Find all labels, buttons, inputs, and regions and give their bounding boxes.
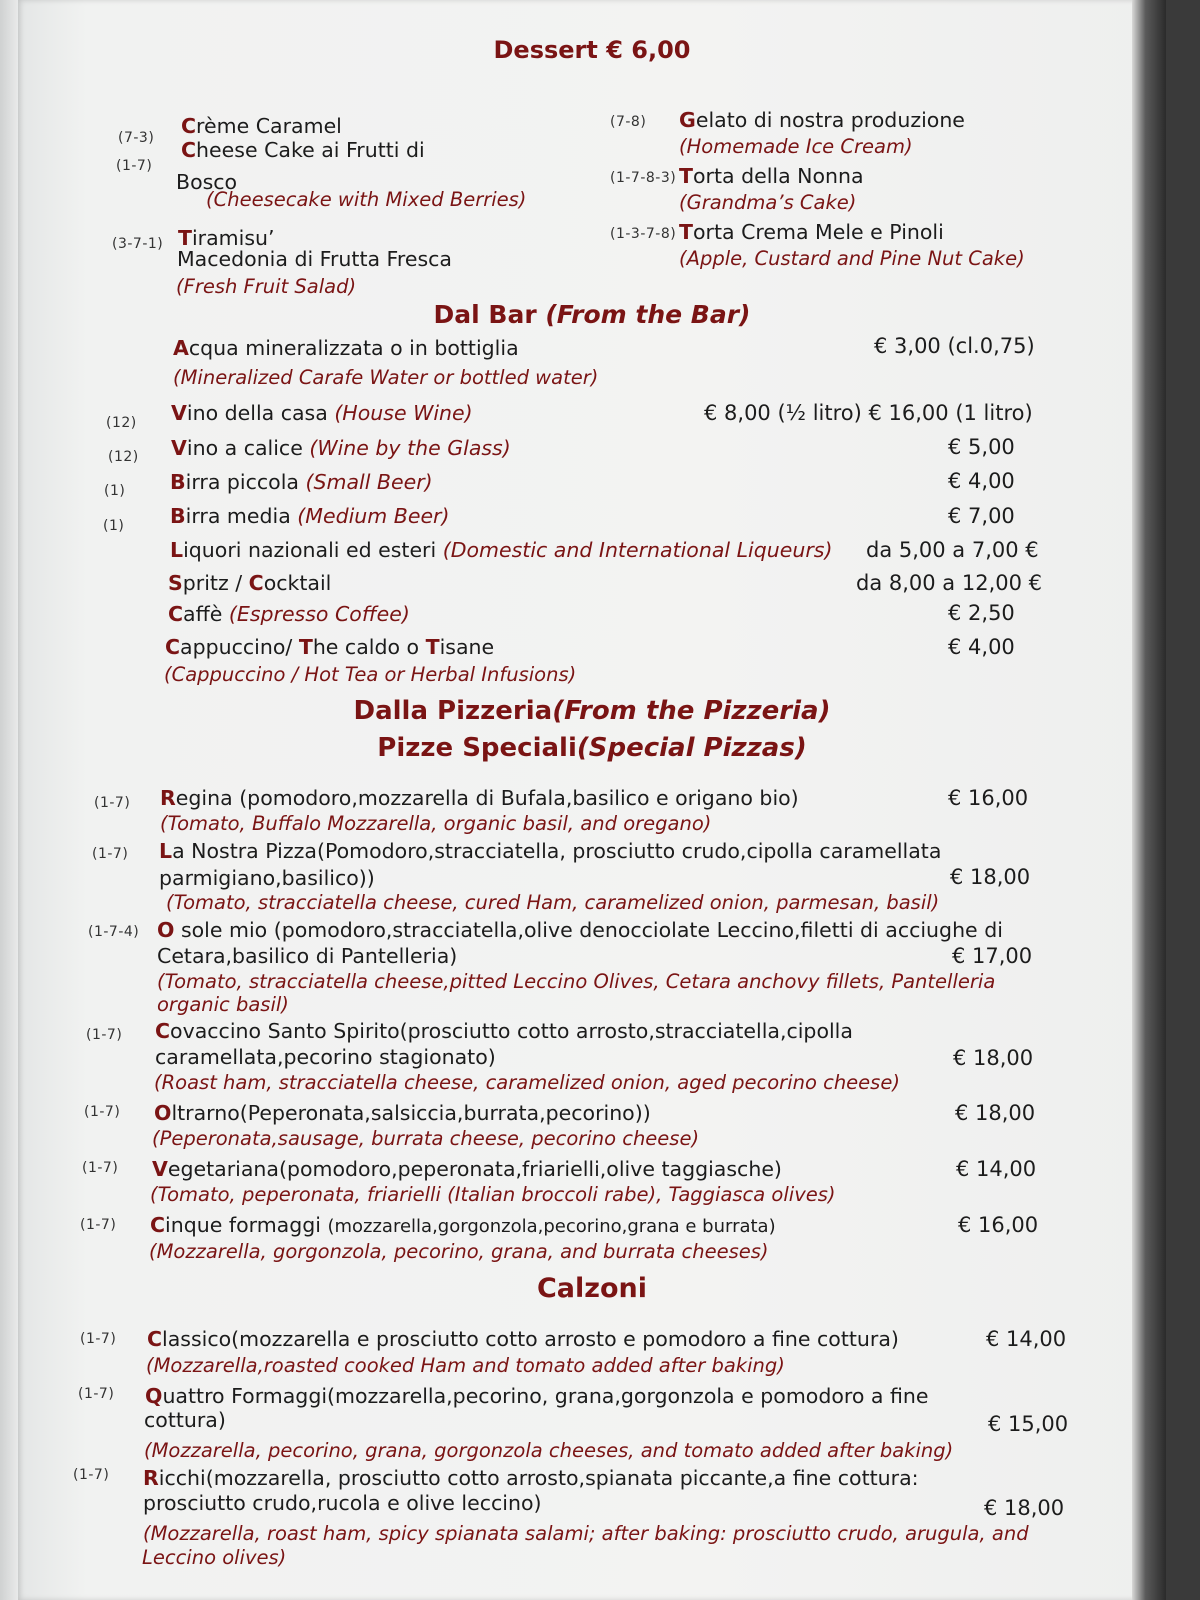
bar-item-price: € 4,00 bbox=[948, 635, 1015, 659]
allergen-code: (1-7) bbox=[82, 1160, 119, 1176]
bar-item-name: Spritz / Cocktail bbox=[168, 571, 332, 595]
calzone-en-line2: Leccino olives) bbox=[142, 1546, 287, 1569]
pizza-price: € 16,00 bbox=[958, 1213, 1039, 1237]
calzone-price: € 18,00 bbox=[984, 1496, 1065, 1520]
calzone-price: € 15,00 bbox=[988, 1412, 1069, 1436]
allergen-code: (1-7) bbox=[92, 846, 129, 862]
allergen-code: (7-3) bbox=[118, 130, 155, 146]
pizza-en: (Tomato, stracciatella cheese,pitted Leccino Olives, Cetara anchovy fillets, Pantelleria bbox=[157, 970, 996, 993]
allergen-code: (1-7) bbox=[116, 158, 153, 174]
bar-item-name: Vino della casa (House Wine) bbox=[171, 401, 473, 425]
allergen-code: (1-7) bbox=[73, 1467, 110, 1483]
pizza-price: € 16,00 bbox=[948, 786, 1029, 810]
pizza-name-line2: Cetara,basilico di Pantelleria) bbox=[157, 944, 458, 968]
bar-item-name: Birra piccola (Small Beer) bbox=[170, 470, 433, 494]
calzone-name-line2: prosciutto crudo,rucola e olive leccino) bbox=[143, 1491, 542, 1515]
pizza-en: (Roast ham, stracciatella cheese, caramelized onion, aged pecorino cheese) bbox=[154, 1071, 900, 1094]
bar-item-price: € 2,50 bbox=[948, 601, 1015, 625]
allergen-code: (1-7) bbox=[80, 1217, 117, 1233]
pizza-en: (Tomato, stracciatella cheese, cured Ham, caramelized onion, parmesan, basil) bbox=[166, 891, 940, 914]
pizza-name: Cinque formaggi (mozzarella,gorgonzola,pecorino,grana e burrata) bbox=[150, 1213, 776, 1237]
allergen-code: (1-7-8-3) bbox=[610, 170, 677, 186]
allergen-code: (12) bbox=[108, 449, 139, 465]
pizza-price: € 14,00 bbox=[956, 1157, 1037, 1181]
allergen-code: (1-3-7-8) bbox=[610, 226, 677, 242]
bar-item-name: Cappuccino/ The caldo o Tisane bbox=[165, 635, 495, 659]
page-edge bbox=[0, 0, 18, 1600]
pizza-name: Vegetariana(pomodoro,peperonata,friarielli,olive taggiasche) bbox=[152, 1157, 782, 1181]
pizza-name: La Nostra Pizza(Pomodoro,stracciatella, prosciutto crudo,cipolla caramellata bbox=[159, 839, 942, 863]
bar-title bbox=[18, 300, 1166, 329]
bar-item-price: da 8,00 a 12,00 € bbox=[856, 571, 1043, 595]
speciali-title bbox=[18, 733, 1166, 763]
calzone-en: (Mozzarella, roast ham, spicy spianata salami; after baking: prosciutto crudo, arugula, and bbox=[143, 1522, 1029, 1545]
calzone-name: Quattro Formaggi(mozzarella,pecorino, grana,gorgonzola e pomodoro a fine bbox=[145, 1384, 929, 1408]
bar-item-name: Vino a calice (Wine by the Glass) bbox=[171, 436, 511, 460]
dessert-en: (Fresh Fruit Salad) bbox=[176, 275, 357, 298]
dessert-name: Gelato di nostra produzione bbox=[679, 108, 965, 132]
pizza-name: O sole mio (pomodoro,stracciatella,olive denocciolate Leccino,filetti di acciughe di bbox=[157, 918, 1003, 942]
pizza-en: (Tomato, Buffalo Mozzarella, organic basil, and oregano) bbox=[160, 812, 712, 835]
pizza-name: Oltrarno(Peperonata,salsiccia,burrata,pecorino)) bbox=[154, 1101, 651, 1125]
pizza-name-line2: caramellata,pecorino stagionato) bbox=[155, 1045, 496, 1069]
allergen-code: (1-7) bbox=[86, 1027, 123, 1043]
bar-title-it: Dal Bar bbox=[433, 300, 546, 329]
pizza-en-line2: organic basil) bbox=[157, 993, 289, 1016]
speciali-title-en: (Special Pizzas) bbox=[576, 733, 807, 763]
pizza-en: (Peperonata,sausage, burrata cheese, pecorino cheese) bbox=[152, 1127, 700, 1150]
pizza-price: € 17,00 bbox=[952, 944, 1033, 968]
pizza-name-line2: parmigiano,basilico)) bbox=[159, 866, 375, 890]
calzone-en: (Mozzarella,roasted cooked Ham and tomato added after baking) bbox=[146, 1354, 785, 1377]
dessert-name-line2: Macedonia di Frutta Fresca bbox=[177, 247, 452, 271]
bar-item-price: € 8,00 (½ litro) € 16,00 (1 litro) bbox=[704, 401, 1033, 425]
allergen-code: (3-7-1) bbox=[112, 236, 164, 252]
dessert-en: (Homemade Ice Cream) bbox=[679, 135, 913, 158]
dessert-name-line2: Bosco bbox=[176, 170, 238, 194]
pizza-price: € 18,00 bbox=[953, 1046, 1034, 1070]
bar-item-name: Birra media (Medium Beer) bbox=[170, 504, 450, 528]
dessert-name: Tiramisu’ bbox=[178, 226, 275, 250]
calzone-name-line2: cottura) bbox=[144, 1408, 226, 1432]
bar-item-en: (Mineralized Carafe Water or bottled water) bbox=[173, 366, 599, 389]
calzone-name: Ricchi(mozzarella, prosciutto cotto arrosto,spianata piccante,a fine cottura: bbox=[143, 1466, 919, 1490]
allergen-code: (1-7) bbox=[94, 795, 131, 811]
allergen-code: (1-7) bbox=[78, 1386, 115, 1402]
bar-item-price: da 5,00 a 7,00 € bbox=[866, 538, 1039, 562]
allergen-code: (1) bbox=[103, 518, 125, 534]
pizzeria-title-en: (From the Pizzeria) bbox=[552, 696, 831, 726]
allergen-code: (1-7) bbox=[80, 1331, 117, 1347]
bar-item-price: € 5,00 bbox=[948, 435, 1015, 459]
bar-item-name: Acqua mineralizzata o in bottiglia bbox=[173, 336, 519, 360]
pizza-name: Regina (pomodoro,mozzarella di Bufala,basilico e origano bio) bbox=[160, 786, 799, 810]
dessert-en: (Cheesecake with Mixed Berries) bbox=[206, 188, 527, 211]
bar-title-en: (From the Bar) bbox=[545, 300, 751, 329]
bar-item-name: Liquori nazionali ed esteri (Domestic and International Liqueurs) bbox=[170, 538, 833, 562]
pizza-en: (Mozzarella, gorgonzola, pecorino, grana, and burrata cheeses) bbox=[149, 1240, 769, 1263]
dessert-name: Torta della Nonna bbox=[679, 164, 864, 188]
bar-item-name: Caffè (Espresso Coffee) bbox=[168, 602, 410, 626]
allergen-code: (1) bbox=[104, 483, 126, 499]
speciali-title-it: Pizze Speciali bbox=[377, 733, 577, 763]
pizza-name: Covaccino Santo Spirito(prosciutto cotto arrosto,stracciatella,cipolla bbox=[155, 1019, 853, 1043]
dessert-title: Dessert € 6,00 bbox=[493, 36, 691, 64]
dessert-name: Torta Crema Mele e Pinoli bbox=[679, 220, 944, 244]
allergen-code: (1-7-4) bbox=[88, 924, 140, 940]
allergen-code: (7-8) bbox=[610, 114, 647, 130]
allergen-code: (12) bbox=[106, 415, 137, 431]
calzoni-title: Calzoni bbox=[536, 1273, 648, 1304]
allergen-code: (1-7) bbox=[84, 1104, 121, 1120]
pizzeria-title-it: Dalla Pizzeria bbox=[353, 696, 553, 726]
pizza-price: € 18,00 bbox=[955, 1101, 1036, 1125]
calzone-price: € 14,00 bbox=[986, 1327, 1067, 1351]
binder-shadow bbox=[1132, 0, 1166, 1600]
dessert-en: (Grandma’s Cake) bbox=[679, 191, 857, 214]
calzone-name: Classico(mozzarella e prosciutto cotto arrosto e pomodoro a fine cottura) bbox=[147, 1327, 899, 1351]
pizza-price: € 18,00 bbox=[950, 865, 1031, 889]
bar-item-price: € 4,00 bbox=[948, 469, 1015, 493]
dessert-en: (Apple, Custard and Pine Nut Cake) bbox=[679, 247, 1025, 270]
pizza-en: (Tomato, peperonata, friarielli (Italian broccoli rabe), Taggiasca olives) bbox=[150, 1183, 836, 1206]
bar-item-price: € 3,00 (cl.0,75) bbox=[874, 334, 1035, 358]
bar-item-price: € 7,00 bbox=[948, 504, 1015, 528]
pizzeria-title bbox=[18, 696, 1166, 726]
dessert-name: Cheese Cake ai Frutti di bbox=[181, 138, 425, 162]
dessert-name: Crème Caramel bbox=[181, 114, 342, 138]
calzone-en: (Mozzarella, pecorino, grana, gorgonzola cheeses, and tomato added after baking) bbox=[144, 1439, 954, 1462]
menu-page bbox=[18, 0, 1166, 1600]
bar-item-en: (Cappuccino / Hot Tea or Herbal Infusions) bbox=[164, 663, 577, 686]
